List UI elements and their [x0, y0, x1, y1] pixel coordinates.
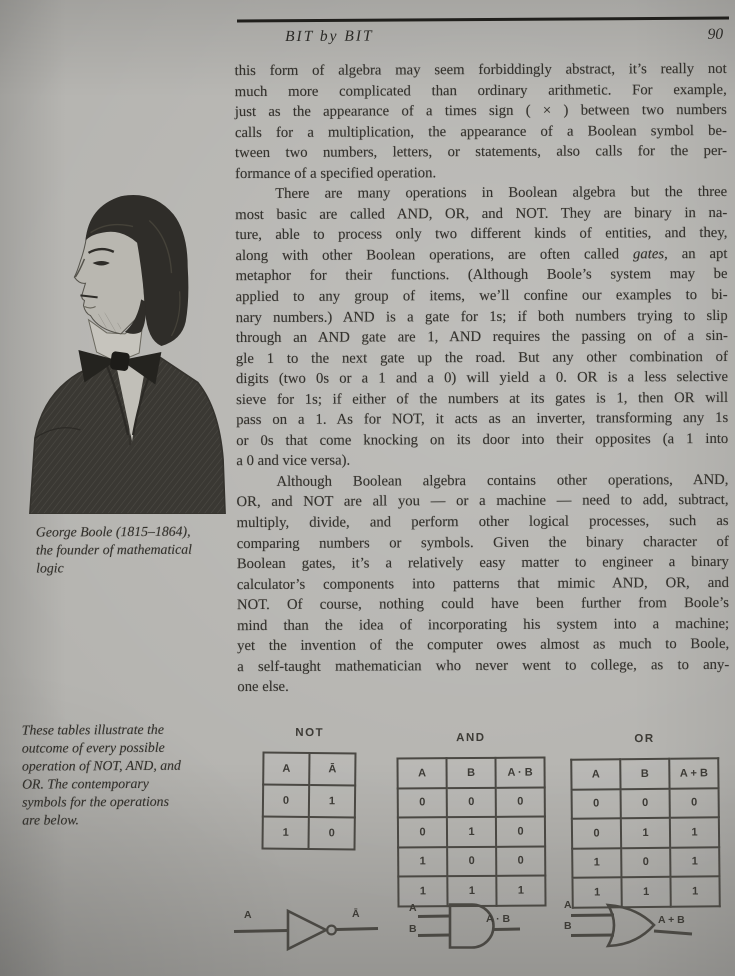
truth-table-cell: 1: [670, 817, 719, 847]
truth-table-cell: 0: [447, 787, 496, 817]
truth-table-cell: 0: [496, 846, 545, 876]
truth-table-cell: 0: [621, 847, 670, 877]
tables-caption: [22, 720, 243, 829]
truth-table-cell: 0: [621, 788, 670, 818]
body-line: gle 1 to the next gate up the road. But any other combination of: [235, 348, 728, 367]
truth-table-cell: 1: [262, 817, 308, 849]
and-gate-input-b-label: B: [409, 923, 417, 935]
not-gate-icon: [232, 898, 382, 956]
or-gate-output-label: A + B: [658, 914, 685, 926]
body-line: applied to any group of items, we’ll confine our examples to bi-: [235, 286, 728, 306]
truth-table-cell: 0: [398, 788, 447, 818]
truth-table-or: [570, 732, 721, 908]
body-line: mind than the idea of incorporating his system into a machine;: [237, 615, 730, 634]
truth-table-cell: 0: [670, 788, 719, 818]
body-line: digits (two 0s or a 1 and a 0) will yield a 0. OR is a less selective: [235, 369, 729, 388]
or-gate-input-a-label: A: [564, 899, 572, 911]
truth-table-cell: 1: [447, 817, 496, 847]
truth-table-cell: 1: [309, 785, 355, 817]
truth-table-header-cell: A: [263, 753, 309, 785]
caption-line: are below.: [22, 812, 79, 828]
truth-table-header-cell: A: [397, 758, 446, 788]
truth-table-row: [572, 817, 719, 848]
caption-line: George Boole (1815–1864),: [35, 523, 191, 540]
truth-table-row: [398, 787, 545, 818]
running-head: [237, 25, 729, 46]
truth-table-header-cell: B: [620, 759, 669, 789]
truth-table-header-cell: A · B: [495, 757, 544, 787]
body-line: along with other Boolean operations, are often called gates, an apt: [235, 245, 728, 264]
truth-table-cell: 1: [447, 876, 496, 906]
truth-table-row: [572, 847, 719, 878]
truth-table-cell: 1: [572, 848, 621, 878]
running-head-title: BIT by BIT: [285, 27, 374, 46]
truth-table-header-cell: A + B: [669, 758, 718, 788]
body-line: calls for a multiplication, the appearance of a Boolean symbol be-: [234, 122, 727, 141]
truth-table-cell: 0: [447, 846, 496, 876]
body-line: sieve for 1s; if either of the numbers at its gates is 1, then OR will: [236, 389, 729, 408]
truth-table-and: [396, 731, 546, 907]
truth-table-cell: 1: [621, 818, 670, 848]
or-gate-icon: [556, 894, 701, 956]
caption-line: These tables illustrate the: [21, 721, 164, 738]
truth-table-row: [398, 846, 545, 877]
truth-table-row: [263, 785, 355, 818]
body-line: a 0 and vice versa).: [236, 452, 351, 470]
truth-table-cell: 0: [572, 818, 621, 848]
truth-table-cell: 1: [572, 877, 621, 907]
truth-table-header-cell: B: [446, 758, 495, 788]
truth-table-grid: [396, 756, 546, 907]
and-gate-output-label: A · B: [486, 913, 511, 925]
body-line: metaphor for their functions. (Although Boole’s system may be: [235, 266, 728, 285]
body-line: Although Boolean algebra contains other operations, AND,: [276, 471, 729, 490]
truth-table-row: [572, 788, 719, 819]
running-head-rule: [237, 16, 729, 22]
truth-table-cell: 0: [496, 816, 545, 846]
body-line: OR, and NOT are all you — or a machine — need to add, subtract,: [236, 492, 729, 511]
caption-line: logic: [36, 560, 64, 576]
truth-table-header-cell: A: [571, 759, 620, 789]
truth-table-or-label: OR: [634, 732, 655, 746]
body-line: There are many operations in Boolean algebra but the three: [275, 184, 728, 203]
body-line: tween two numbers, letters, or statements, also calls for the per-: [234, 143, 728, 162]
truth-table-row: [398, 816, 545, 847]
body-line: one else.: [237, 679, 289, 696]
page-number: 90: [707, 25, 724, 43]
portrait-coat: [30, 356, 225, 514]
truth-table-not-label: NOT: [295, 726, 325, 740]
not-gate-input-label: A: [244, 909, 252, 921]
portrait-caption: [36, 522, 236, 577]
body-line: a self-taught mathematician who never went to college, as to any-: [237, 656, 730, 675]
truth-table-cell: 1: [670, 847, 719, 877]
body-line: calculator’s components into patterns that mimic AND, OR, and: [236, 574, 729, 593]
truth-table-not: [261, 726, 356, 851]
body-line: formance of a specified operation.: [235, 164, 437, 182]
body-line: pass on a 1. As for NOT, it acts as an inverter, transforming any 1s: [236, 410, 729, 429]
truth-table-cell: 0: [496, 787, 545, 817]
caption-line: operation of NOT, AND, and: [21, 757, 181, 774]
body-line: comparing numbers or symbols. Given the binary character of: [236, 533, 729, 552]
truth-table-cell: 1: [670, 876, 719, 906]
body-line: most basic are called AND, OR, and NOT. They are binary in na-: [235, 204, 728, 223]
body-line: yet the invention of the computer owes almost as much to Boole,: [237, 636, 730, 655]
truth-table-cell: 1: [398, 876, 447, 906]
truth-table-grid: [570, 757, 721, 908]
truth-table-cell: 0: [398, 817, 447, 847]
body-line: this form of algebra may seem forbiddingly abstract, it’s really not: [234, 60, 727, 80]
body-line: much more complicated than ordinary arithmetic. For example,: [234, 81, 727, 100]
body-line: Boolean gates, it’s a relatively easy matter to engineer a binary: [236, 554, 729, 573]
caption-line: outcome of every possible: [21, 739, 165, 756]
body-line: multiply, divide, and perform other logical processes, such as: [236, 512, 729, 532]
caption-line: the founder of mathematical: [35, 541, 193, 558]
body-text: [235, 59, 730, 698]
not-gate-output-label: Ā: [352, 908, 360, 920]
truth-table-grid: [261, 752, 356, 851]
body-line: ture, able to process only two different kinds of entities, and they,: [235, 225, 728, 244]
body-line: just as the appearance of a times sign ( × ) between two numbers: [234, 102, 727, 121]
truth-table-and-label: AND: [456, 731, 486, 745]
body-line: or 0s that come knocking on its door into their opposites (a 1 into: [236, 430, 729, 449]
truth-table-header-cell: Ā: [309, 753, 355, 785]
truth-table-cell: 1: [621, 877, 670, 907]
truth-table-row: [262, 817, 354, 850]
truth-table-cell: 0: [572, 789, 621, 819]
george-boole-portrait: [26, 180, 232, 514]
truth-table-cell: 0: [308, 817, 354, 849]
caption-line: OR. The contemporary: [22, 775, 149, 792]
and-gate-icon: [408, 896, 533, 956]
truth-table-cell: 1: [496, 875, 545, 905]
body-line: NOT. Of course, nothing could have been further from Boole’s: [236, 595, 730, 614]
and-gate-input-a-label: A: [409, 902, 417, 914]
caption-line: symbols for the operations: [22, 793, 169, 810]
or-gate-input-b-label: B: [564, 920, 572, 932]
truth-table-cell: 1: [398, 847, 447, 877]
body-line: through an AND gate are 1, AND requires the passing on of a sin-: [235, 328, 728, 347]
body-line: nary numbers.) AND is a gate for 1s; if both numbers trying to slip: [235, 307, 728, 326]
truth-table-cell: 0: [263, 785, 309, 817]
